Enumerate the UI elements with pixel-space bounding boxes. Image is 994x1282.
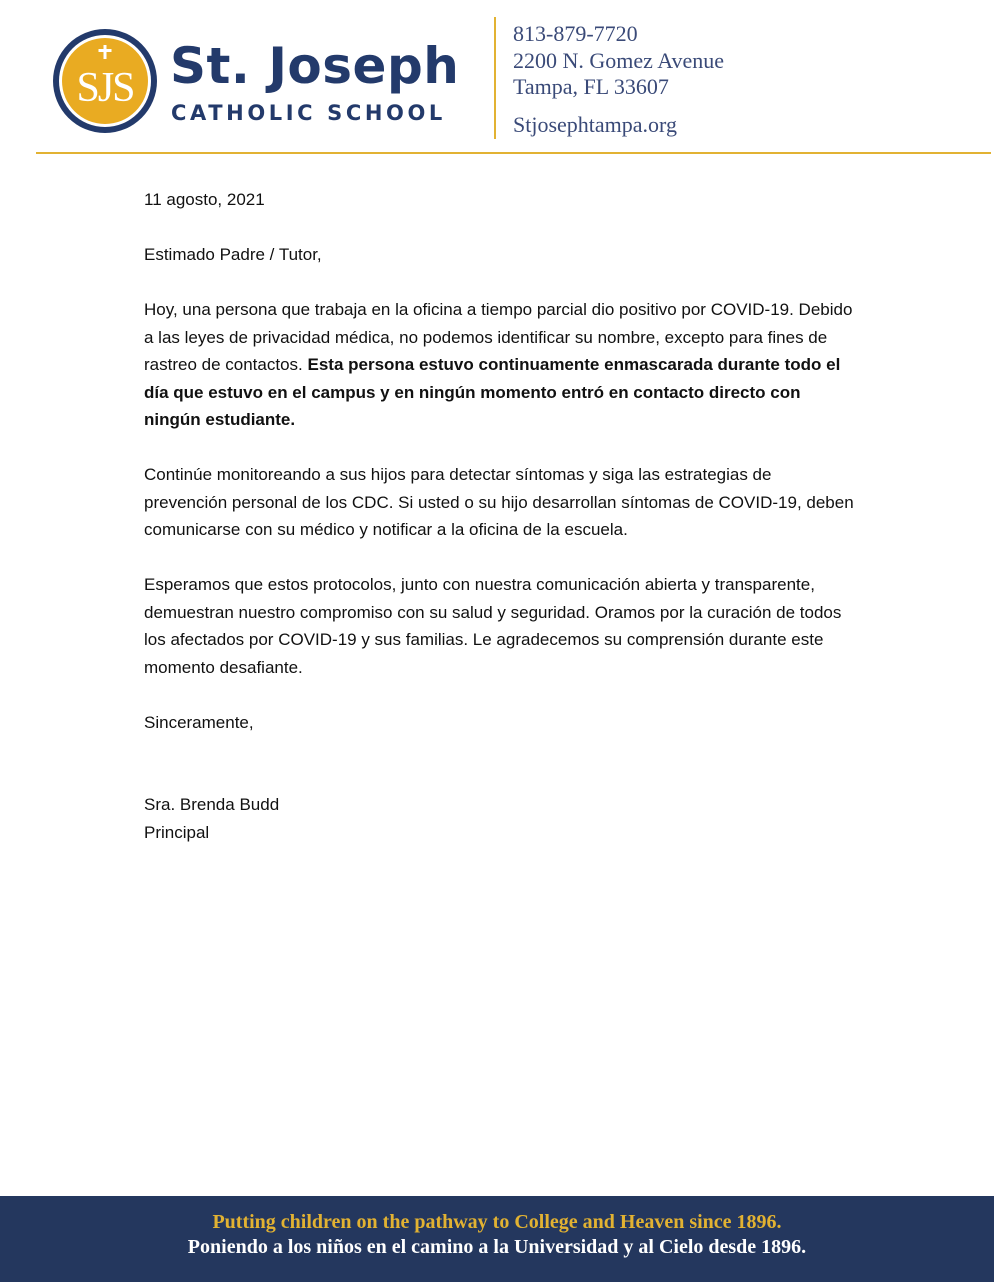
closing: Sinceramente,	[144, 712, 254, 732]
signature-block	[144, 791, 854, 846]
header-vertical-divider	[494, 17, 496, 139]
paragraph-announcement	[144, 296, 854, 434]
school-subtitle: CATHOLIC SCHOOL	[171, 101, 446, 125]
signer-title: Principal	[144, 822, 210, 842]
signer-name: Sra. Brenda Budd	[144, 795, 280, 814]
phone-number: 813-879-7720	[513, 21, 638, 46]
paragraph-commitment: Esperamos que estos protocolos, junto con nuestra comunicación abierta y transparente, demuestran nuestro compromiso con su salud y seguridad. Oramos por la curación de todos los afectados por COVID-19 y sus familias. Le agradecemos su comprensión durante este momento desafiante.	[144, 575, 842, 677]
letter-date: 11 agosto, 2021	[144, 190, 265, 209]
address-line-2: Tampa, FL 33607	[513, 74, 669, 99]
address-line-1: 2200 N. Gomez Avenue	[513, 47, 724, 73]
contact-info	[513, 21, 724, 138]
motto-spanish: Poniendo a los niños en el camino a la Universidad y al Cielo desde 1896.	[187, 1236, 807, 1258]
salutation: Estimado Padre / Tutor,	[144, 245, 322, 264]
website-link[interactable]: Stjosephtampa.org	[513, 111, 677, 137]
school-seal-logo	[51, 27, 159, 135]
footer-banner	[0, 1196, 994, 1282]
motto-english: Putting children on the pathway to College and Heaven since 1896.	[212, 1211, 782, 1233]
letter-body	[144, 186, 854, 846]
school-name: St. Joseph	[170, 37, 460, 95]
announcement-text: Hoy, una persona que trabaja en la oficina a tiempo parcial dio positivo por COVID-19. Debido a las leyes de privacidad médica, no podemos identificar su nombre, excepto para fines de rastreo de contactos.	[144, 300, 853, 374]
announcement-emphasis: Esta persona estuvo continuamente enmascarada durante todo el día que estuvo en el campus y en ningún momento entró en contacto directo con ningún estudiante.	[144, 355, 841, 429]
paragraph-monitoring: Continúe monitoreando a sus hijos para detectar síntomas y siga las estrategias de prevención personal de los CDC. Si usted o su hijo desarrollan síntomas de COVID-19, deben comunicarse con su médico y notificar a la oficina de la escuela.	[144, 465, 854, 539]
letterhead	[0, 0, 994, 154]
header-divider	[36, 152, 991, 154]
svg-text:SJS: SJS	[76, 65, 134, 111]
